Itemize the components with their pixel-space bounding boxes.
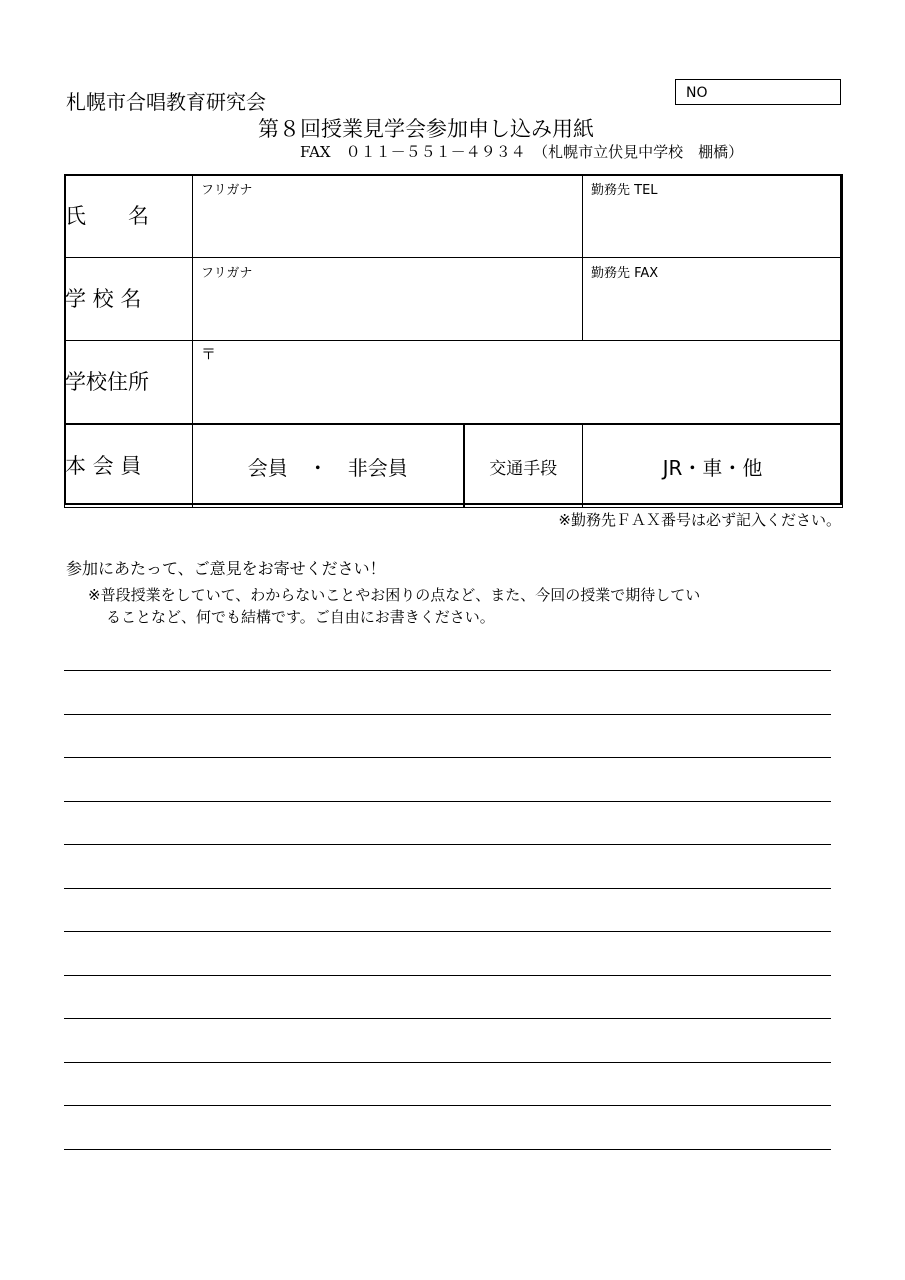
school-label: 学 校 名 bbox=[65, 258, 193, 341]
writing-line[interactable] bbox=[64, 976, 831, 1020]
address-field[interactable] bbox=[193, 341, 843, 425]
opinion-note-line1: ※普段授業をしていて、わからないことやお困りの点など、また、今回の授業で期待してい bbox=[88, 586, 701, 604]
address-label: 学校住所 bbox=[65, 341, 193, 425]
school-field[interactable] bbox=[193, 258, 583, 341]
work-fax-label: 勤務先 FAX bbox=[591, 266, 659, 281]
registration-table bbox=[64, 174, 843, 508]
fax-info: FAX ０１１－５５１－４９３４ （札幌市立伏見中学校 棚橋） bbox=[300, 143, 744, 161]
writing-line[interactable] bbox=[64, 715, 831, 759]
writing-line[interactable] bbox=[64, 758, 831, 802]
work-tel-field[interactable] bbox=[583, 175, 843, 258]
name-label: 氏 名 bbox=[65, 175, 193, 258]
writing-line[interactable] bbox=[64, 889, 831, 933]
transport-options[interactable]: JR・車・他 bbox=[583, 424, 843, 508]
writing-line[interactable] bbox=[64, 802, 831, 846]
work-fax-field[interactable] bbox=[583, 258, 843, 341]
writing-line[interactable] bbox=[64, 845, 831, 889]
postal-mark: 〒 bbox=[201, 345, 217, 363]
writing-line[interactable] bbox=[64, 1019, 831, 1063]
writing-area[interactable] bbox=[64, 670, 831, 1150]
form-title: 第８回授業見学会参加申し込み用紙 bbox=[258, 117, 594, 141]
opinion-note bbox=[88, 584, 848, 628]
writing-line[interactable] bbox=[64, 1106, 831, 1150]
transport-label: 交通手段 bbox=[464, 424, 583, 508]
opinion-heading: 参加にあたって、ご意見をお寄せください！ bbox=[66, 559, 386, 578]
organization-name: 札幌市合唱教育研究会 bbox=[66, 90, 266, 114]
number-label: NO bbox=[686, 85, 708, 101]
name-field[interactable] bbox=[193, 175, 583, 258]
member-options[interactable]: 会員 ・ 非会員 bbox=[193, 424, 464, 508]
writing-line[interactable] bbox=[64, 1063, 831, 1107]
school-furigana: フリガナ bbox=[201, 266, 253, 281]
fax-required-note: ※勤務先ＦＡＸ番号は必ず記入ください。 bbox=[558, 511, 841, 529]
member-label: 本 会 員 bbox=[65, 424, 193, 508]
writing-line[interactable] bbox=[64, 671, 831, 715]
writing-line[interactable] bbox=[64, 932, 831, 976]
name-furigana: フリガナ bbox=[201, 183, 253, 198]
work-tel-label: 勤務先 TEL bbox=[591, 183, 658, 198]
opinion-note-line2: ることなど、何でも結構です。ご自由にお書きください。 bbox=[106, 608, 495, 626]
number-box[interactable] bbox=[675, 79, 841, 105]
